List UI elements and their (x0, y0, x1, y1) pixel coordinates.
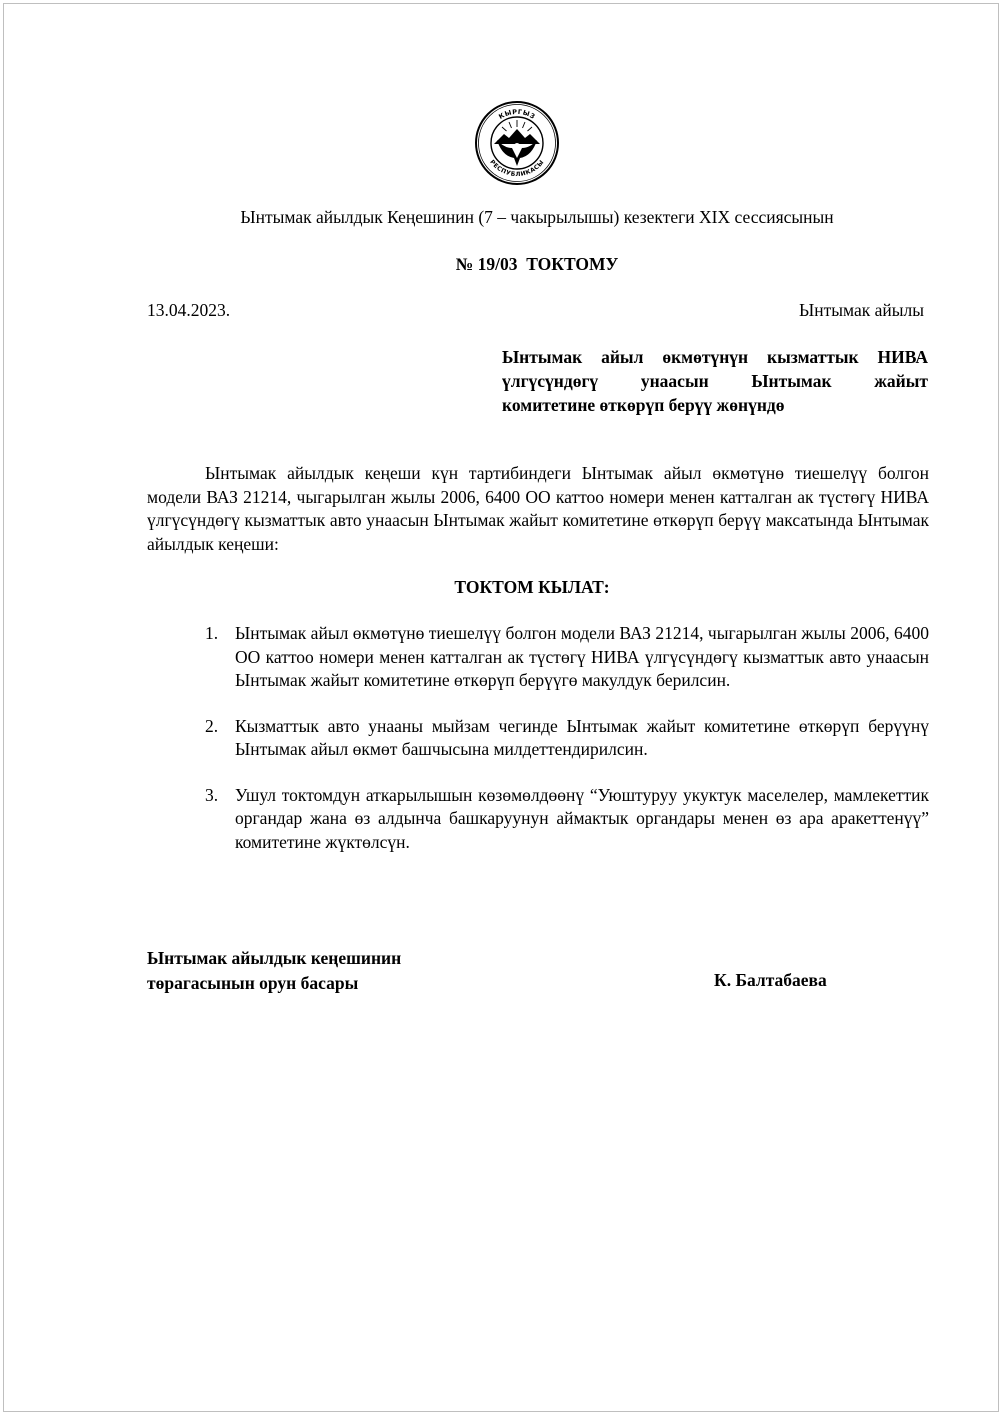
list-item (200, 715, 929, 762)
preamble-paragraph: Ынтымак айылдык кеңеши күн тартибиндеги Ынтымак айыл өкмөтүнө тиешелүү болгон модели ВАЗ 21214, чыгарылган жылы 2006, 6400 ОО каттоо номери менен катталган ак түстөгү НИВА үлгүсүндөгү кызматтык авто унаасын Ынтымак жайыт комитетине өткөрүп берүү максатында Ынтымак айылдык кеңеши: (147, 463, 929, 554)
svg-text:КЫРГЫЗ (497, 108, 536, 121)
item-number: 3. (205, 784, 219, 805)
resolve-heading: ТОКТОМ КЫЛАТ: (454, 577, 610, 597)
item-number: 2. (205, 715, 219, 736)
subject-line: комитетине өткөрүп берүү жөнүндө (502, 395, 785, 415)
list-item (200, 622, 929, 693)
signature-name: К. Балтабаева (714, 970, 827, 990)
emblem-bottom-text: РЕСПУБЛИКАСЫ (488, 158, 546, 179)
decree-place: Ынтымак айылы (798, 300, 924, 320)
decree-date: 13.04.2023. (147, 300, 231, 320)
emblem-top-text: КЫРГЫЗ (497, 107, 537, 121)
subject-line: үлгүсүндөгү унаасын Ынтымак жайыт (502, 371, 928, 391)
subject-line: Ынтымак айыл өкмөтүнүн кызматтык НИВА (502, 347, 928, 367)
item-text: Ынтымак айыл өкмөтүнө тиешелүү болгон модели ВАЗ 21214, чыгарылган жылы 2006, 6400 ОО каттоо номери менен катталган ак түстөгү НИВА үлгүсүндөгү кызматтык авто унаасын Ынтымак жайыт комитетине өткөрүп берүүгө макулдук берилсин. (235, 623, 929, 690)
item-number: 1. (205, 623, 219, 643)
session-heading: Ынтымак айылдык Кеңешинин (7 – чакырылышы) кезектеги XIX сессиясынын (240, 207, 834, 227)
signature-title-line: Ынтымак айылдык кеңешинин (147, 948, 402, 968)
signature-title (147, 946, 401, 995)
item-text: Ушул токтомдун аткарылышын көзөмөлдөөнү “Уюштуруу укуктук маселелер, мамлекеттик органдар жана өз алдынча башкаруунун аймактык органдары менен өз ара аракеттенүү” комитетине жүктөлсүн. (235, 784, 929, 852)
list-item (200, 784, 929, 855)
resolution-items (200, 622, 929, 854)
item-text: Кызматтык авто унааны мыйзам чегинде Ынтымак жайыт комитетине өткөрүп берүүнү Ынтымак айыл өкмөт башчысына милдеттендирилсин. (235, 715, 929, 759)
decree-subject (502, 345, 928, 417)
signature-title-line: төрагасынын орун басары (147, 972, 359, 993)
kyrgyz-state-emblem-icon (474, 100, 560, 186)
decree-number: № 19/03 ТОКТОМУ (455, 254, 619, 274)
